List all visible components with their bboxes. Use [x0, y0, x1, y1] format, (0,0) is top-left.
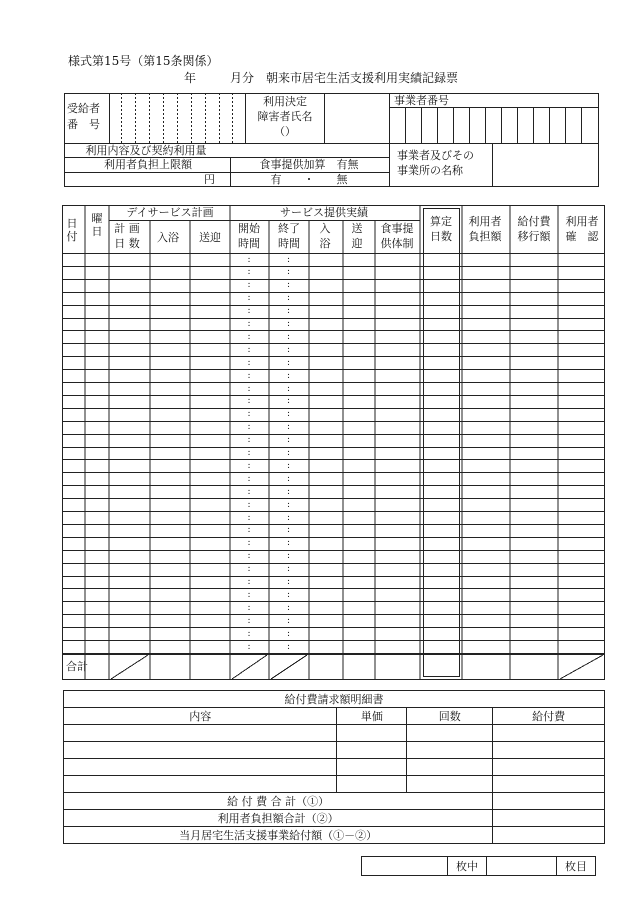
- form-number: 様式第15号（第15条関係）: [68, 54, 219, 68]
- col-actual-bath-line1: 入: [319, 222, 331, 235]
- start-time-separator: :: [247, 319, 251, 329]
- end-time-separator: :: [287, 370, 291, 381]
- usage-contract-label: 利用内容及び契約利用量: [85, 144, 207, 157]
- start-time-separator: :: [247, 615, 251, 626]
- end-time-separator: :: [287, 538, 291, 549]
- col-benefit-transfer-line1: 給付費: [517, 215, 551, 228]
- benefit-statement-title: 給付費請求額明細書: [64, 691, 605, 708]
- title-month-label: 月分: [230, 71, 255, 85]
- user-name-label-line2: 障害者氏名: [257, 110, 313, 123]
- group-service-actual: サービス提供実績: [280, 206, 368, 219]
- start-time-separator: :: [247, 564, 251, 575]
- total-benefit-value[interactable]: [493, 793, 605, 810]
- end-time-separator: :: [287, 331, 291, 342]
- of-label: 枚中: [447, 857, 487, 876]
- provider-name-label-line1: 事業者及びその: [397, 149, 474, 162]
- end-time-separator: :: [287, 473, 291, 484]
- total-label: 合計: [66, 660, 88, 673]
- start-time-separator: :: [247, 409, 251, 420]
- record-table-grid: [62, 205, 605, 680]
- col-actual-bath-line2: 浴: [319, 237, 331, 250]
- total-user-burden-value[interactable]: [493, 810, 605, 827]
- start-time-separator: :: [247, 641, 251, 652]
- start-time-separator: :: [247, 486, 251, 497]
- start-time-separator: :: [247, 306, 251, 317]
- end-time-separator: :: [287, 589, 291, 600]
- col-date-line1: 日: [66, 217, 78, 230]
- end-time-separator: :: [287, 267, 291, 278]
- col-start-time-line1: 開始: [238, 222, 260, 235]
- col-transport: 送迎: [199, 231, 221, 244]
- page-number-field[interactable]: [487, 857, 557, 876]
- start-time-separator: :: [247, 525, 251, 536]
- end-time-separator: :: [287, 460, 291, 471]
- statement-row: [64, 776, 605, 793]
- end-time-separator: :: [287, 499, 291, 510]
- start-time-separator: :: [247, 293, 251, 304]
- col-end-time-line1: 終了: [278, 222, 300, 235]
- benefit-statement-table: [63, 690, 605, 844]
- col-weekday-line1: 曜: [91, 212, 103, 225]
- start-time-separator: :: [247, 254, 251, 265]
- end-time-separator: :: [287, 396, 291, 407]
- monthly-benefit-label: 当月居宅生活支援事業給付額（①－②）: [64, 827, 493, 844]
- total-diagonal: [560, 655, 603, 679]
- start-time-separator: :: [247, 589, 251, 600]
- start-time-separator: :: [247, 267, 251, 278]
- end-time-separator: :: [287, 293, 291, 304]
- page-label: 枚目: [557, 857, 596, 876]
- burden-limit-label: 利用者負担上限額: [104, 158, 192, 171]
- statement-row: [64, 725, 605, 742]
- col-calc-days-line2: 日数: [430, 230, 452, 243]
- end-time-separator: :: [287, 306, 291, 317]
- header-benefit: 給付費: [493, 708, 605, 725]
- form-title: 朝来市居宅生活支援利用実績記録票: [266, 71, 459, 85]
- end-time-separator: :: [287, 525, 291, 536]
- start-time-separator: :: [247, 435, 251, 446]
- start-time-separator: :: [247, 344, 251, 355]
- end-time-separator: :: [287, 564, 291, 575]
- start-time-separator: :: [247, 512, 251, 523]
- start-time-separator: :: [247, 383, 251, 394]
- total-diagonal: [232, 655, 267, 679]
- user-name-label-line1: 利用決定: [263, 95, 307, 108]
- start-time-separator: :: [247, 422, 251, 433]
- col-end-time-line2: 時間: [278, 237, 300, 250]
- recipient-number-label-line2: 番 号: [67, 118, 100, 131]
- header-block: [64, 93, 599, 187]
- end-time-separator: :: [287, 357, 291, 368]
- meal-addition-label: 食事提供加算 有無: [259, 158, 359, 171]
- total-diagonal: [111, 655, 148, 679]
- start-time-separator: :: [247, 628, 251, 639]
- total-pages-field[interactable]: [362, 857, 448, 876]
- end-time-separator: :: [287, 383, 291, 394]
- header-content: 内容: [64, 708, 337, 725]
- col-weekday-line2: 日: [91, 225, 103, 238]
- end-time-separator: :: [287, 280, 291, 291]
- col-actual-transport-line2: 迎: [351, 237, 363, 250]
- end-time-separator: :: [287, 602, 291, 613]
- start-time-separator: :: [247, 473, 251, 484]
- col-bath: 入浴: [157, 231, 179, 244]
- statement-row: [64, 759, 605, 776]
- end-time-separator: :: [287, 319, 291, 329]
- start-time-separator: :: [247, 448, 251, 458]
- end-time-separator: :: [287, 628, 291, 639]
- title-year-label: 年: [184, 71, 197, 85]
- col-user-burden-line1: 利用者: [468, 215, 502, 228]
- end-time-separator: :: [287, 615, 291, 626]
- col-date-line2: 付: [66, 230, 78, 243]
- col-plan-days-line1: 計 画: [114, 222, 140, 235]
- col-user-burden-line2: 負担額: [468, 230, 502, 243]
- end-time-separator: :: [287, 448, 291, 458]
- page-counter: [361, 856, 596, 876]
- col-start-time-line2: 時間: [238, 237, 260, 250]
- end-time-separator: :: [287, 344, 291, 355]
- total-diagonal: [271, 655, 307, 679]
- start-time-separator: :: [247, 551, 251, 562]
- end-time-separator: :: [287, 512, 291, 523]
- start-time-separator: :: [247, 577, 251, 587]
- group-day-service-plan: デイサービス計画: [126, 206, 214, 219]
- col-actual-transport-line1: 送: [351, 222, 363, 235]
- col-calc-days-line1: 算定: [430, 215, 452, 228]
- header-unit-price: 単価: [337, 708, 407, 725]
- col-benefit-transfer-line2: 移行額: [517, 230, 551, 243]
- col-plan-days-line2: 日 数: [114, 237, 140, 250]
- total-user-burden-label: 利用者負担額合計（②）: [64, 810, 493, 827]
- start-time-separator: :: [247, 370, 251, 381]
- monthly-benefit-value[interactable]: [493, 827, 605, 844]
- end-time-separator: :: [287, 551, 291, 562]
- user-name-label-line3: （）: [274, 125, 296, 138]
- start-time-separator: :: [247, 280, 251, 291]
- end-time-separator: :: [287, 254, 291, 265]
- col-user-confirm-line1: 利用者: [565, 215, 599, 228]
- end-time-separator: :: [287, 435, 291, 446]
- end-time-separator: :: [287, 577, 291, 587]
- start-time-separator: :: [247, 396, 251, 407]
- start-time-separator: :: [247, 460, 251, 471]
- total-benefit-label: 給 付 費 合 計（①）: [64, 793, 493, 810]
- end-time-separator: :: [287, 641, 291, 652]
- header-count: 回数: [407, 708, 493, 725]
- start-time-separator: :: [247, 499, 251, 510]
- recipient-number-label-line1: 受給者: [67, 102, 100, 115]
- start-time-separator: :: [247, 538, 251, 549]
- end-time-separator: :: [287, 409, 291, 420]
- provider-number-label: 事業者番号: [394, 94, 449, 107]
- record-table: [62, 205, 605, 680]
- provider-name-label-line2: 事業所の名称: [397, 164, 463, 177]
- statement-row: [64, 742, 605, 759]
- end-time-separator: :: [287, 486, 291, 497]
- end-time-separator: :: [287, 422, 291, 433]
- burden-limit-unit: 円: [204, 173, 215, 186]
- col-user-confirm-line2: 確 認: [565, 230, 599, 243]
- col-meal-line1: 食事提: [380, 222, 414, 235]
- start-time-separator: :: [247, 602, 251, 613]
- start-time-separator: :: [247, 331, 251, 342]
- start-time-separator: :: [247, 357, 251, 368]
- meal-addition-options: 有 ・ 無: [270, 173, 348, 186]
- col-meal-line2: 供体制: [380, 237, 414, 250]
